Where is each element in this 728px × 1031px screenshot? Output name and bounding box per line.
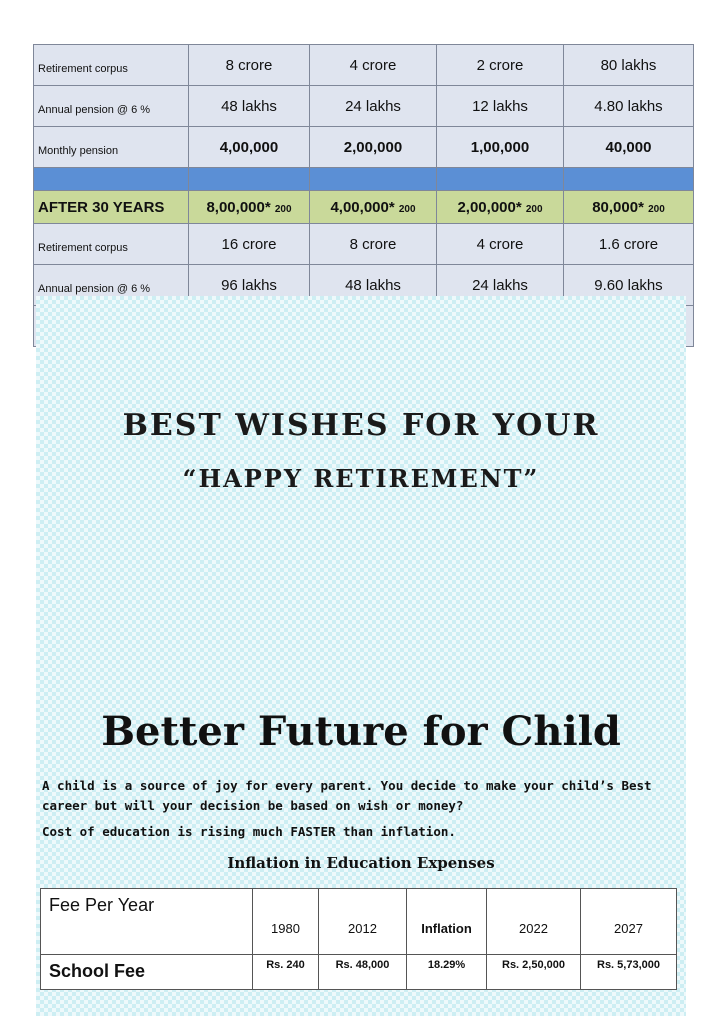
cell bbox=[564, 191, 694, 224]
cell: Rs. 2,50,000 bbox=[487, 955, 581, 990]
cost-paragraph: Cost of education is rising much FASTER than inflation. bbox=[42, 824, 456, 839]
value: 80,000* bbox=[592, 198, 644, 216]
cell bbox=[437, 191, 564, 224]
table-row bbox=[34, 86, 694, 127]
cell: 12 lakhs bbox=[437, 86, 564, 127]
column-header: 1980 bbox=[253, 889, 319, 955]
value: 2,00,000* bbox=[457, 198, 522, 216]
cell: 96 lakhs bbox=[189, 265, 310, 306]
cell bbox=[310, 191, 437, 224]
patterned-panel bbox=[36, 296, 686, 1016]
cell: 48 lakhs bbox=[189, 86, 310, 127]
value-suffix: 200 bbox=[525, 203, 543, 215]
row-label: Monthly pension bbox=[34, 127, 189, 168]
table-row bbox=[34, 224, 694, 265]
cell: 4 crore bbox=[310, 45, 437, 86]
column-header: 2012 bbox=[319, 889, 407, 955]
intro-paragraph: A child is a source of joy for every parent. You decide to make your child’s Best career but will your decision be based on wish or money? bbox=[42, 778, 652, 813]
table-title: Inflation in Education Expenses bbox=[227, 854, 495, 872]
after-30-years-row bbox=[34, 191, 694, 224]
separator-row bbox=[34, 168, 694, 191]
column-header: Inflation bbox=[407, 889, 487, 955]
cell: 24 lakhs bbox=[310, 86, 437, 127]
row-label: Annual pension @ 6 % bbox=[34, 265, 189, 306]
cell: 40,000 bbox=[564, 127, 694, 168]
value-suffix: 200 bbox=[648, 203, 665, 215]
section-title: Better Future for Child bbox=[101, 708, 621, 755]
row-label: Fee Per Year bbox=[41, 889, 253, 955]
row-label: Retirement corpus bbox=[34, 224, 189, 265]
cell: 1.6 crore bbox=[564, 224, 694, 265]
cell: 4.80 lakhs bbox=[564, 86, 694, 127]
wishes-line-1: BEST WISHES FOR YOUR bbox=[122, 408, 600, 443]
cell: 18.29% bbox=[407, 955, 487, 990]
cell: 8 crore bbox=[310, 224, 437, 265]
row-label: AFTER 30 YEARS bbox=[34, 191, 189, 224]
row-label: School Fee bbox=[41, 955, 253, 990]
education-fee-table bbox=[40, 888, 677, 990]
table-row bbox=[34, 127, 694, 168]
cell: 1,00,000 bbox=[437, 127, 564, 168]
value: 8,00,000* bbox=[206, 198, 271, 216]
value-suffix: 200 bbox=[274, 203, 292, 215]
cell: 48 lakhs bbox=[310, 265, 437, 306]
cell: Rs. 240 bbox=[253, 955, 319, 990]
cell bbox=[189, 191, 310, 224]
table-row bbox=[41, 955, 677, 990]
wishes-line-2: “HAPPY RETIREMENT” bbox=[182, 464, 540, 493]
row-label: Annual pension @ 6 % bbox=[34, 86, 189, 127]
row-label: Retirement corpus bbox=[34, 45, 189, 86]
column-header: 2022 bbox=[487, 889, 581, 955]
cell: 2 crore bbox=[437, 45, 564, 86]
column-header: 2027 bbox=[581, 889, 677, 955]
cell: 24 lakhs bbox=[437, 265, 564, 306]
cell: 4,00,000 bbox=[189, 127, 310, 168]
table-row bbox=[34, 45, 694, 86]
cell: 2,00,000 bbox=[310, 127, 437, 168]
cell: 80 lakhs bbox=[564, 45, 694, 86]
cell: 9.60 lakhs bbox=[564, 265, 694, 306]
value: 4,00,000* bbox=[330, 198, 395, 216]
table-header-row bbox=[41, 889, 677, 955]
value-suffix: 200 bbox=[398, 203, 416, 215]
cell: 4 crore bbox=[437, 224, 564, 265]
cell: Rs. 48,000 bbox=[319, 955, 407, 990]
cell: 8 crore bbox=[189, 45, 310, 86]
cell: 16 crore bbox=[189, 224, 310, 265]
cell: Rs. 5,73,000 bbox=[581, 955, 677, 990]
